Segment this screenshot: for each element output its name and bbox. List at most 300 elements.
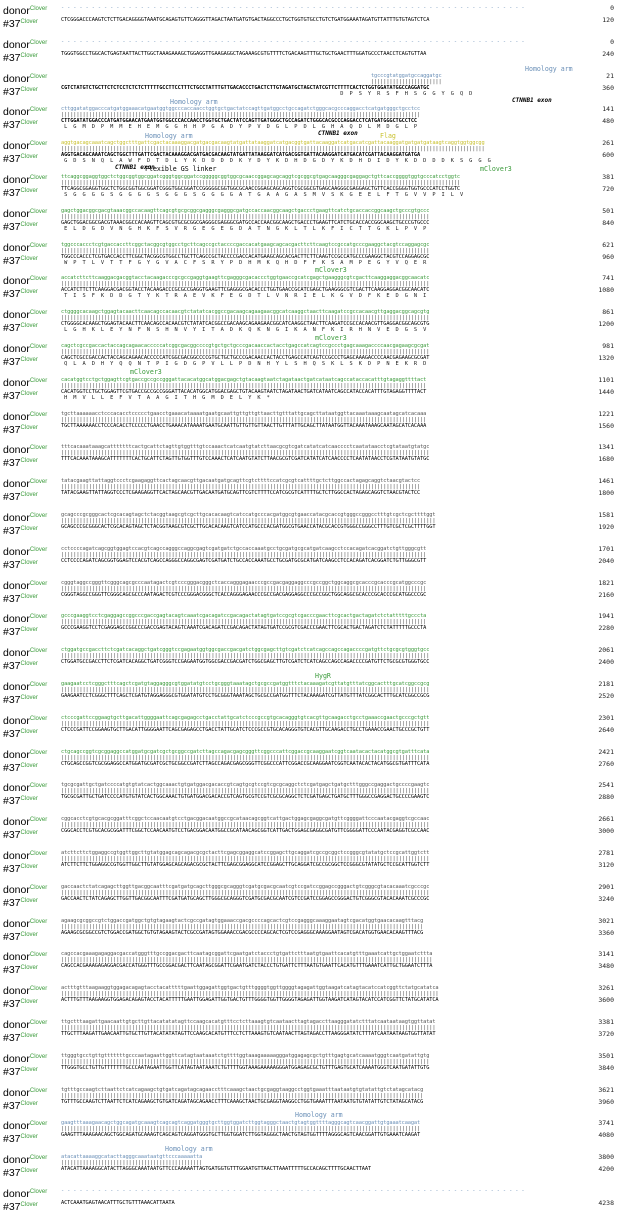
- clover-superscript: Clover: [20, 864, 38, 870]
- clone-position-number: 2160: [598, 590, 614, 599]
- row-label: [3, 625, 38, 638]
- donor-position-number: 2061: [598, 646, 614, 655]
- match-bars: |||||||||||||||||||||||||||||||||||||||||||||||||||||||||||||||||||||||||||||||||||||||||||||||||||||||||||||||||||||||: [61, 382, 427, 389]
- clover-superscript: Clover: [29, 479, 48, 486]
- clone-sequence: TGGCCCACCCTCGTGACCACCTTCGGCTACGGCGTGGCCTGCTTCAGCCGCTACCCCGACCACATGAAGCAGCACGACTTCTTCAAGTCCGCCATGCCCGAAGGCTACGTCCAGGAGCGC: [61, 253, 430, 260]
- clover-superscript: Clover: [29, 546, 48, 553]
- row-label: [3, 105, 47, 118]
- donor-position-number: 741: [602, 274, 614, 283]
- donor-position-number: 3741: [598, 1119, 614, 1128]
- row-label-text: donor: [3, 748, 30, 761]
- row-label-text: #37: [3, 558, 21, 571]
- row-label: [3, 477, 47, 490]
- alignment-block: [0, 1050, 617, 1084]
- match-bars: ||||||||||||||||||||||||||||||||||||||||||||||||||||||||||||||||||||||||||||||||||||||||||||||||||||||||||||||||||||||||: [61, 889, 430, 896]
- row-label: [3, 659, 38, 672]
- row-label-text: #37: [3, 1133, 21, 1146]
- clover-superscript: Clover: [29, 614, 48, 621]
- row-label-text: donor: [3, 140, 30, 153]
- match-bars: ||||||||||||||||||||||||||||||||||||||||||||||||||||||||||||||||||||||||||||||||||||||||||||||||||||||||||||||||||||||||||||||||||||||||||: [61, 146, 485, 153]
- alignment-block: [0, 644, 617, 678]
- alignment-block: [0, 543, 617, 577]
- alignment-block: [0, 272, 617, 306]
- row-label-text: donor: [3, 1086, 30, 1099]
- clover-superscript: Clover: [29, 208, 48, 215]
- row-label: [3, 997, 38, 1010]
- row-label: [3, 1018, 47, 1031]
- row-label-text: donor: [3, 951, 30, 964]
- alignment-block: [0, 678, 617, 712]
- clover-superscript: Clover: [29, 817, 48, 824]
- clover-superscript: Clover: [29, 39, 48, 46]
- clover-superscript: Clover: [20, 695, 38, 701]
- row-label-text: donor: [3, 681, 30, 693]
- row-label: [3, 748, 47, 761]
- clone-position-number: 1080: [598, 286, 614, 295]
- row-label: [3, 646, 47, 659]
- row-label-text: donor: [3, 1120, 30, 1133]
- row-label: [3, 849, 47, 862]
- row-label-text: #37: [3, 930, 21, 943]
- match-bars: |||||||||||||||||||||||||||||||||||||||||||||||||||||||||||||||||||||||||||||||||||||||||||||||||||||||||||||||||||||: [61, 1126, 421, 1133]
- clover-superscript: Clover: [29, 1121, 48, 1128]
- row-label-text: donor: [3, 1052, 30, 1065]
- alignment-block: [0, 509, 617, 543]
- donor-sequence: cacatggtcctgctggagttcgtgaccgccgccgggattacacatggcatggacgagctgtacaagtaatctagataactgatcataatcagccataccacatttgtagaggttttact: [61, 376, 427, 383]
- clover-superscript: Clover: [20, 188, 38, 194]
- clover-superscript: Clover: [20, 627, 38, 634]
- clover-superscript: Clover: [29, 918, 48, 925]
- match-bars: ||||||||||||||||||||||||||||||||||||||||||||||||||||||||||||||||||||||||||||||||||||||||||||||||||||||||||||||||||||||||: [61, 247, 430, 254]
- row-label-text: donor: [3, 5, 30, 17]
- donor-sequence: atacattaaaaggcatacttagggcaaataatgttcccaaaaatta: [61, 1154, 203, 1161]
- clover-superscript: Clover: [29, 73, 48, 80]
- donor-sequence: - - - - - - - - - - - - - - - - - - - - - - - - - - - - - - - - - - - - - - - - - - - - - - - - - - - - - - - - - - - - - - - - - - - - - - - - - - - -: [61, 5, 525, 11]
- row-label-text: #37: [3, 660, 21, 673]
- clover-superscript: Clover: [29, 107, 48, 114]
- clover-superscript: Clover: [20, 728, 38, 735]
- clone-position-number: 3120: [598, 861, 614, 869]
- clover-superscript: Clover: [29, 648, 48, 655]
- clone-sequence: TGGGTGGCCTGGCACTGAGTAATTACTTGGCTAAAGAAAGCTGGAGGTTGAAGAGGCTAGAAAGCGTGTTTTCTGACAAGTTTGCTGCTGAACTTTGGATGCCCTAACCTCAGTGTTAA: [61, 50, 427, 57]
- clover-superscript: Clover: [29, 749, 48, 756]
- clone-sequence: TTTCACAAATAAAGCATTTTTTTCACTGCATTCTAGTTGTGGTTTGTCCAAACTCATCAATGTATCTTAACGCGTCGATCATATCATCAACCCCTCAATATAACCTCGTATAATGTATGC: [61, 456, 430, 463]
- row-label: [3, 355, 38, 368]
- donor-position-number: 3021: [598, 916, 614, 925]
- clone-position-number: 3960: [598, 1097, 614, 1106]
- amino-acid-translation: E L D G D V N G H K F S V R G E G E G D A T N G K L T L K F I C T T G K L P V P: [61, 225, 427, 232]
- clover-superscript: Clover: [20, 492, 38, 499]
- row-label-text: #37: [3, 457, 21, 470]
- row-label: [3, 173, 47, 186]
- donor-position-number: 861: [602, 308, 614, 317]
- row-label: [3, 321, 38, 334]
- clone-position-number: 840: [602, 218, 614, 227]
- match-bars: ||||||||||||||||||||||||||||||||||||||||||||||||||||||||||||||||||||||||||||||||||||||||||||||||||||||||||||||||||||||||||: [61, 518, 436, 524]
- row-label: [3, 1099, 38, 1112]
- alignment-block: [0, 982, 617, 1016]
- clover-superscript: Clover: [20, 1100, 38, 1107]
- clone-position-number: 3000: [598, 827, 614, 836]
- clone-sequence: TGCTTAAAAAACCTCCCACACCTCCCCCTGAACCTGAAACATAAAATGAATGCAATTGTTGTTGTTAACTTGTTTATTGCAGCTTATAATGGTTACAAATAAAGCAATAGCATCACAAA: [61, 422, 427, 429]
- row-label-text: donor: [3, 613, 30, 626]
- row-label-text: donor: [3, 309, 30, 322]
- donor-sequence: cgggtaggccgggttcgggcagcgcccaatagactcgtcccgggacgggctcaccagggagaacccgccgacgaggaggcccgccggctggcaggcgcacccgcacccgcatggcccgc: [61, 579, 427, 586]
- donor-position-number: 2661: [598, 815, 614, 824]
- row-label: [3, 963, 38, 976]
- alignment-block: [0, 205, 617, 239]
- clover-superscript: Clover: [29, 513, 48, 519]
- donor-sequence: ctggggcacaagctggagtacaacttcaacagccacaacgtctatatcacggccgacaagcagaagaacggcatcaaggctaacttcaagatccgccacaacgttgaggacggcagcgtg: [61, 309, 430, 316]
- row-label-text: #37: [3, 1099, 21, 1112]
- match-bars: ||||||||||||||||||||||||||||||||||||||||||||||||||||||||||||||||||||||||||||||||||||||||||||||||||||||||||||||||||||||||: [61, 754, 430, 761]
- clone-sequence: TTGGGTGCCTGTTGTTTTTTTGCCCAATAGAATTGGTTCATAGTAATAAATCTGTTTTGGTAAAGAAAAAGGGATGGAGAGCGCTGTTTGAGTGCATCAAAATGGGTCAATGATATTGTG: [61, 1064, 430, 1071]
- clone-sequence: GACCAACTCTATCAGAGCTTGGTTGACGGCAATTTCGATGATGCAGCTTGGGCGCAGGGTCGATGCGACGCAATCGTCCGATCCGGAGCCGGGACTGTCGGGCGTACACAAATCGCCCGC: [61, 895, 430, 902]
- match-bars: ||||||||||||||||||||||||||||||||||||||||||||||||||||||||||||||||||||||||||||||||||||||||||||||||||||||||||||||||||||||||: [61, 213, 430, 220]
- row-label: [3, 693, 38, 706]
- flag-label: Flag: [380, 132, 396, 141]
- row-label-text: #37: [3, 1032, 21, 1044]
- row-label-text: #37: [3, 1065, 21, 1078]
- row-label: [3, 1200, 38, 1213]
- alignment-block: [0, 103, 617, 137]
- row-label-text: #37: [3, 1201, 21, 1213]
- match-bars: |||||||||||||||||||||||||||||||||||||||||||||||||||||||||||||||||||||||||||||||||||||||||||||||||||||||||||||||||||||: [61, 112, 421, 119]
- clover-superscript: Clover: [20, 897, 38, 904]
- donor-sequence: ttgggtgcctgttgtttttttgcccaatagaattggttcatagtaataaatctgttttggtaaagaaaaagggatggagagcgctgtttgagtgcatcaaaatgggtcaatgatattgtg: [61, 1052, 430, 1059]
- donor-position-number: 261: [602, 139, 614, 148]
- row-label: [3, 896, 38, 909]
- ctnnb1-exon-label: CTNNB1 exon: [318, 130, 358, 138]
- clone-position-number: 3240: [598, 894, 614, 903]
- row-label-text: donor: [3, 1188, 30, 1200]
- row-label-text: donor: [3, 376, 30, 389]
- donor-position-number: 2901: [598, 882, 614, 891]
- row-label: [3, 376, 47, 389]
- clone-sequence: CTGGGGCACAAGCTGGAGTACAACTTCAACAGCCACAACGTCTATATCACGGCCGACAAGCAGAAGAACGGCATCAAGGCTAACTTCAAGATCCGCCACAACGTTGAGGACGGCAGCGTG: [61, 321, 430, 328]
- row-label: [3, 883, 47, 896]
- donor-sequence: tggcccaccctcgtgaccaccttcggctacggcgtggcctgcttcagccgctaccccgaccacatgaagcagcacgacttcttcaagtccgccatgcccgaaggctacgtccaggagcgc: [61, 241, 430, 248]
- row-label-text: #37: [3, 153, 21, 166]
- clone-sequence: CACATGGTCCTGCTGGAGTTCGTGACCGCCGCCGGGATTACACATGGCATGGACGAGCTGTACAAGTAATCTAGATAACTGATCATAATCAGCCATACCACATTTGTAGAGGTTTTACT: [61, 388, 427, 395]
- clone-sequence: TGTTTGCCAAGTCTTAATTCTCATCAGAAGCTGTGATCAGATAGCAGAACCTTTCAAAGCTAACTGCGAGGTAAGGCCTGGTGAAATTTAATAATGTGTATATTGTCTATAGCATACG: [61, 1098, 424, 1105]
- clone-position-number: 3600: [598, 996, 614, 1005]
- donor-sequence: gaagaatcctcgggctttcagctcgatgtaggagggcgtggatatgtcctgcgggtaaatagctgcgccgatggtttctacaaagatcgttatgtttatcggcactttgcatcggccgcg: [61, 681, 430, 687]
- row-label-text: #37: [3, 863, 21, 875]
- row-label: [3, 389, 38, 402]
- clover-superscript: Clover: [20, 52, 38, 59]
- alignment-block: [0, 374, 617, 408]
- amino-acid-translation: L G H K L E Y N F N S H N V Y I T A D K Q K N G I K A N F K I R H N V E D G S V: [61, 327, 427, 334]
- clone-sequence: CAGCTCGCCGACCACTACCAGCAGAACACCCCCATCGGCGACGGCCCCGTGCTGCTGCCCGACAACCACTACCTGAGCCATCAGTCCGCCCTGAGCAAAGACCCCAACGAGAAGCGCGAT: [61, 355, 430, 361]
- clone-sequence: ATCTTCTTCTGGAGGCCGTGGTTGGCTTGTATGGAGCAGCAGACGCGCTACTTCGAGCGGAGGCATCCGGAGCTTGCAGGATCGCCGCGGCTCCGGGCGTATATGCTCCGCATTGGTCTT: [61, 862, 430, 868]
- clone-position-number: 2760: [598, 759, 614, 768]
- clone-position-number: 1200: [598, 320, 614, 329]
- clone-position-number: 3360: [598, 928, 614, 937]
- match-bars: ||||||||||||||||||||||||||||||||||||||||||||||||||||||||||||||||||||||||||||||||||||||||||||||||||||||||||||||||||||||: [61, 923, 424, 930]
- row-label-text: #37: [3, 423, 21, 436]
- homology-arm-label: Homology arm: [165, 1145, 213, 1154]
- clone-sequence: TATACGAAGTTATTAGGTCCCTCGAAGAGGTTCACTAGCAACGTTGACAATGATGCAGTTCGTCTTTTCCATCGCGTCATTTTGCTCTTGGCCACTAGAGCAGGTCTAACGTACTCC: [61, 490, 421, 497]
- row-label: [3, 4, 47, 17]
- mclover3-label: mClover3: [130, 367, 162, 376]
- alignment-block: [0, 712, 617, 746]
- row-label-text: #37: [3, 626, 21, 639]
- alignment-block: [0, 610, 617, 644]
- match-bars: ||||||||||||||||||||||||||||||||||||||||||||||||||||||||||||||||||||||||||||||||||||||||||||||||||||||||||||||||||||||||: [61, 822, 430, 829]
- donor-sequence: gaagtttaaagaacagctggcagatgcaaagtcagcagtcaggatgggtgcttggtggatcttggtagggctaactgtagtggttttagggcagtcaacggattgtgaaatcaagat: [61, 1120, 421, 1127]
- donor-position-number: 3381: [598, 1018, 614, 1026]
- row-label-text: donor: [3, 72, 30, 85]
- row-label: [3, 917, 47, 930]
- alignment-block: [0, 779, 617, 813]
- clover-superscript: Clover: [20, 559, 38, 566]
- donor-position-number: 3621: [598, 1085, 614, 1094]
- donor-sequence: cagctcgccgaccactaccagcagaacacccccatcggcgacggccccgtgctgctgcccgacaaccactacctgagccatcagtccgccctgagcaaagaccccaacgagaagcgcgat: [61, 343, 430, 349]
- donor-position-number: 381: [602, 173, 614, 181]
- donor-position-number: 3141: [598, 950, 614, 959]
- clone-position-number: 1800: [598, 489, 614, 498]
- clover-superscript: Clover: [29, 783, 48, 790]
- row-label: [3, 342, 47, 355]
- clover-superscript: Clover: [29, 715, 48, 722]
- clone-sequence: GCAGCCCGCGGGCACTCGCACAGTAGCTCTACGGTAAGCGTCGCTTGCACACAAGTCATCCATGCCCACGATGGCGTGAACCATACGCACCGTGGGCCGGGCCTTTGTCGCTCGCTTTTGGT: [61, 524, 436, 530]
- alignment-block: [0, 340, 617, 374]
- clover-superscript: Clover: [29, 682, 48, 688]
- match-bars: ||||||||||||||||||||||||||||||||||||||||||||||||||||||||||||||||||||||||||||||||||||||||||||||||||||||||||||||||||||||||: [61, 720, 430, 727]
- row-label-text: donor: [3, 579, 30, 592]
- row-label-text: donor: [3, 782, 30, 795]
- clover-superscript: Clover: [29, 851, 48, 857]
- donor-position-number: 981: [602, 342, 614, 350]
- mclover3-label: mClover3: [315, 266, 347, 275]
- clover-superscript: Clover: [29, 377, 48, 384]
- donor-position-number: 501: [602, 206, 614, 215]
- clone-sequence: CGGGTAGGCCGGGTTCGGGCAGCGCCCAATAGACTCGTCCCGGGACGGGCTCACCAGGGAGAACCCGCCGACGAGGAGGCCCGCCGGCTGGCAGGCGCACCCGCACCCGCATGGCCCGC: [61, 591, 427, 598]
- clover-superscript: Clover: [29, 445, 48, 452]
- donor-position-number: 2421: [598, 747, 614, 756]
- clone-position-number: 2640: [598, 725, 614, 734]
- match-bars: |||||||||||||||||||||||||||||||||||||||||||||||||||||||||||||||||||||||||||||||||||||||||||||||||||||||||||||||||||||: [61, 484, 421, 491]
- row-label-text: #37: [3, 288, 21, 301]
- clover-superscript: Clover: [20, 323, 38, 330]
- clone-sequence: CAGCCACGAAAGAGAGGACGACCATGGGTTTGCCGGACGACTTCAATAGCGGATTCGAATGATCTACCCTGTGATTCTTTAATGTGAATTCACATGTTTGAAATCATTGCTGGAATCTTTA: [61, 963, 433, 970]
- row-label-text: #37: [3, 694, 21, 706]
- clone-sequence: CTTGGATATGGACCCATGATGGAACATGAATGGTGGCCCACCAACCTGGTGCTGACTATCCAGTTGATGGGCTGCCAGATCTGGGCACGCCCAGGACCTCATGATGGGCTGCCTCC: [61, 118, 418, 125]
- donor-sequence: tatacgaagttattaggtccctcgaagaggttcactagcaacgttgacaatgatgcagttcgtcttttccatcgcgtcattttgctcttggccactagagcaggtctaacgtactcc: [61, 478, 421, 485]
- donor-sequence: tgcccgtatggatgccaggatgc: [61, 72, 442, 79]
- row-label-text: donor: [3, 38, 30, 51]
- row-label-text: donor: [3, 444, 30, 457]
- row-label: [3, 815, 47, 828]
- clover-superscript: Clover: [20, 424, 38, 431]
- row-label-text: #37: [3, 761, 21, 774]
- alignment-block: [0, 915, 617, 949]
- row-label-text: #37: [3, 727, 21, 740]
- donor-sequence: gagctggacggcgacgtaaacggccacaagttcagcgtgcgcggcgagggcgagggcgatgccaccaacggcaagctgaccctgaagttcatctgcaccaccggcaagctgcccgtgccc: [61, 207, 430, 214]
- clone-position-number: 360: [602, 83, 614, 92]
- donor-sequence: agaagcgcggccgtctggaccgatggctgtgtagaagtactcgccgatagtggaaaccgacgccccagcactcgtccgagggcaaaggaatagtcgacatggtgaacacaagtttacg: [61, 917, 424, 924]
- match-bars: ||||||||||||||||||||||||||||||||||||||||||||||||||||||||||||||||||||||||||||||||||||||||||||||||||||||||||||||||||||||||: [61, 788, 430, 795]
- alignment-block: [0, 881, 617, 915]
- row-label: [3, 524, 38, 537]
- row-label: [3, 308, 47, 321]
- row-label-text: #37: [3, 896, 21, 909]
- alignment-block: [0, 847, 617, 881]
- clone-sequence: ACTTTGTTTAAGAAGGTGGAGACAGAGTACCTACATTTTTGAATTGGAGATTGGTGACTGTTTGGGGTGGTTGGGGTAGAGATTGGTAAGATCATAGTACATCCATCGGTTCTATGCATATCA: [61, 997, 439, 1004]
- clone-position-number: 120: [602, 16, 614, 24]
- row-label: [3, 17, 38, 30]
- row-label-text: #37: [3, 795, 21, 808]
- donor-sequence: ctgcagccggtcgcggaggccatggatgcgatcgctgcggccgatcttagccagacgagcgggttcggcccattcggaccgcaaggaatcggtcaatacactacatggcgtgatttcata: [61, 748, 430, 755]
- clone-position-number: 1920: [598, 523, 614, 531]
- clone-position-number: 3840: [598, 1063, 614, 1072]
- row-label: [3, 714, 47, 727]
- row-label-text: donor: [3, 1154, 30, 1167]
- row-label-text: #37: [3, 51, 21, 64]
- linker-label: Flexible GS linker: [145, 165, 217, 173]
- clone-position-number: 3720: [598, 1030, 614, 1038]
- clover-superscript: Clover: [20, 830, 38, 837]
- row-label: [3, 139, 47, 152]
- clover-superscript: Clover: [20, 965, 38, 972]
- clone-sequence: GAAGTTTAAAGAACAGCTGGCAGATGCAAAGTCAGCAGTCAGGATGGGTGCTTGGTGGATCTTGGTAGGGCTAACTGTAGTGGTTTTAGGGCAGTCAACGGATTGTGAAATCAAGAT: [61, 1132, 421, 1139]
- clover-superscript: Clover: [20, 931, 38, 938]
- clone-sequence: CTGCAGCCGGTCGCGGAGGCCATGGATGCGATCGCTGCGGCCGATCTTAGCCAGACGAGCGGGTTCGGCCCATTCGGACCGCAAGGAATCGGTCAATACACTACATGGCGTGATTTCATA: [61, 760, 430, 767]
- row-label: [3, 930, 38, 943]
- clover-superscript: Clover: [20, 593, 38, 600]
- donor-sequence: - - - - - - - - - - - - - - - - - - - - - - - - - - - - - - - - - - - - - - - - - - - - - - - - - - - - - - - - - - - - - - - - - - - - - - - - - - - -: [61, 1188, 525, 1194]
- donor-position-number: 621: [602, 240, 614, 249]
- row-label: [3, 1065, 38, 1078]
- row-label: [3, 1031, 38, 1044]
- row-label: [3, 118, 38, 131]
- row-label-text: #37: [3, 187, 21, 199]
- alignment-block: [0, 137, 617, 171]
- row-label-text: #37: [3, 525, 21, 537]
- clover-superscript: Clover: [20, 120, 38, 127]
- row-label-text: donor: [3, 985, 30, 998]
- row-label: [3, 761, 38, 774]
- clone-position-number: 4200: [598, 1165, 614, 1174]
- donor-position-number: 3800: [598, 1153, 614, 1162]
- clover-superscript: Clover: [29, 884, 48, 891]
- row-label-text: #37: [3, 964, 21, 977]
- amino-acid-translation: S G G G G S G G G G S G G G S G G G G A T G A A G A S M V S K G E E L F T G V V P I L V: [61, 192, 464, 198]
- row-label: [3, 1132, 38, 1145]
- clover-superscript: Clover: [20, 1033, 38, 1039]
- match-bars: ||||||||||||||||||||||||||||||||||||||||||||||||||||||||||||||||||||||||||||||||||||||||||||||||||||||||||||||||||||||||: [61, 1058, 430, 1065]
- row-label: [3, 207, 47, 220]
- row-label: [3, 612, 47, 625]
- match-bars: ||||||||||||||||||||||||||||||||||||||||||||||||||||||||||||||||||||||||||||||||||||||||||||||||||||||||||||||||||||||||: [61, 349, 430, 355]
- row-label: [3, 1119, 47, 1132]
- row-label-text: donor: [3, 816, 30, 829]
- match-bars: ||||||||||||||||||||||||||||||||||||||||||||||||||||||||||||||||||||||||||||||||||||||||||||||||||||||||||||||||||||||: [61, 1092, 424, 1099]
- row-label-text: #37: [3, 1167, 21, 1180]
- clover-superscript: Clover: [20, 19, 38, 25]
- clone-sequence: CGTCTATGTCTGCTTCTCTCCTCTCTCTTTTTGCCTTCCTTTCTGCCTATTTGTTGACACCCTGACTCTTGTAGATGCTAGCTATCGTTCTTTTCACTCTGGTGGATATGGCCAGGATGC: [61, 84, 430, 91]
- clone-sequence: TGCGCGATTGCTGATCCCCATGTGTATCACTGGCAAACTGTGATGGACGACACCGTCAGTGCGTCCGTCGCGCAGGCTCTCGATGAGCTGATGCTTTGGGCCGAGGACTGCCCCGAAGTC: [61, 794, 430, 801]
- clone-sequence: CTCGGGACCCAAGTCTCTTGACAGGGGTAAATGCAGAGTGTTCAGGGTTAGACTAATGATGTGACTAGGCCCTGCTGGTGTGCCTGTCTGATGGAAATAGATGTTATTTGTGTAGTCTCA: [61, 17, 430, 23]
- row-label: [3, 72, 47, 85]
- clover-superscript: Clover: [20, 999, 38, 1006]
- clover-superscript: Clover: [20, 1202, 38, 1208]
- donor-position-number: 1101: [598, 375, 614, 384]
- clover-superscript: Clover: [20, 154, 38, 161]
- clover-superscript: Clover: [29, 175, 48, 181]
- clover-superscript: Clover: [29, 580, 48, 587]
- clover-superscript: Clover: [29, 411, 48, 418]
- match-bars: ||||||||||||||||||||||||||||||||||||||||||||||||||||||||||||||||||||||||||||||||||||||||||||||||||||||||||||||||||||||||: [61, 687, 430, 693]
- row-label-text: donor: [3, 1019, 30, 1031]
- homology-arm-label: Homology arm: [170, 98, 218, 107]
- clover-superscript: Clover: [29, 344, 48, 350]
- amino-acid-translation: G D S N Q L A W F D T D L Y K D D D D K Y D Y K D H D G D Y K D H D I D Y K D D D D K S G G G: [61, 158, 491, 165]
- donor-sequence: actttgtttaagaaggtggagacagagtacctacatttttgaattggagattggtgactgtttggggtggttggggtagagattggtaagatcatagtacatccatcggttctatgcatatca: [61, 985, 439, 992]
- clone-sequence: TTCAGGCGGAGGTGGCTCTGGCGGTGGCGGATCGGGTGGCGGATCCGGGGGCGGTGGCGCAACCGGAGCAGCAGGTCGCGGCGTGAGCAAGGGCGAGGAGCTGTTCACCGGGGTGGTGCCCATCCTGGTC: [61, 186, 460, 192]
- row-label-text: donor: [3, 275, 30, 288]
- match-bars: ||||||||||||||||||||||||||||||||||||||||||||||||||||||||||||||||||||||||||||||||||||||||||||||||||||||||||||||||||||||||: [61, 856, 430, 862]
- clone-position-number: 1680: [598, 455, 614, 464]
- row-label-text: #37: [3, 18, 21, 30]
- row-label-text: donor: [3, 343, 30, 355]
- row-label-text: donor: [3, 512, 30, 524]
- row-label: [3, 984, 47, 997]
- clover-superscript: Clover: [20, 390, 38, 397]
- donor-position-number: 21: [606, 71, 614, 80]
- donor-sequence: tttcacaaataaagcatttttttcactgcattctagttgtggtttgtccaaactcatcaatgtatcttaacgcgtcgatcatatcatcaacccctcaatataacctcgtataatgtatgc: [61, 444, 430, 451]
- row-label: [3, 85, 38, 98]
- clover-superscript: Clover: [29, 1155, 48, 1162]
- alignment-block: [0, 577, 617, 611]
- donor-position-number: 3501: [598, 1051, 614, 1060]
- donor-sequence: gaccaactctatcagagcttggttgacggcaatttcgatgatgcagcttgggcgcagggtcgatgcgacgcaatcgtccgatccggagccgggactgtcgggcgtacacaaatcgcccgc: [61, 883, 430, 890]
- row-label-text: #37: [3, 389, 21, 402]
- clone-sequence: GAAGAATCCTCGGGCTTTCAGCTCGATGTAGGAGGGCGTGGATATGTCCTGCGGGTAAATAGCTGCGCCGATGGTTTCTACAAAGATCGTTATGTTTATCGGCACTTTGCATCGGCCGCG: [61, 693, 430, 699]
- row-label-text: #37: [3, 998, 21, 1011]
- donor-position-number: 1941: [598, 612, 614, 621]
- donor-sequence: ctcccgattccggaagtgcttgacattggggaattcagcgagagcctgacctattgcatctcccgccgtgcacagggtgtcacgttgcaagacctgcctgaaaccgaactgcccgctgtt: [61, 714, 430, 721]
- donor-sequence: tgcgcgattgctgatccccatgtgtatcactggcaaactgtgatggacgacaccgtcagtgcgtccgtcgcgcaggctctcgatgagctgatgctttgggccgaggactgccccgaagtc: [61, 782, 430, 789]
- row-label-text: #37: [3, 322, 21, 335]
- row-label: [3, 511, 47, 524]
- row-label: [3, 680, 47, 693]
- clover-superscript: Clover: [29, 986, 48, 993]
- clone-position-number: 2520: [598, 692, 614, 700]
- donor-sequence: - - - - - - - - - - - - - - - - - - - - - - - - - - - - - - - - - - - - - - - - - - - - - - - - - - - - - - - - - - - - - - - - - - - - - - - - - - - -: [61, 38, 525, 45]
- row-label: [3, 579, 47, 592]
- clone-position-number: 960: [602, 252, 614, 261]
- row-label: [3, 456, 38, 469]
- row-label: [3, 274, 47, 287]
- row-label: [3, 152, 38, 165]
- row-label: [3, 1052, 47, 1065]
- row-label-text: donor: [3, 545, 30, 558]
- row-label: [3, 592, 38, 605]
- homology-arm-label: Homology arm: [295, 1111, 343, 1120]
- clone-sequence: TTGCTTTAAGATTGAACAATTGTGCTTGTTACATATATAGTTCCAAGCACATGTTTCCTCTTAAAGTGTCAATAACTTAGTAGACCTTAAGGGATATCTTTATCAATAATAAGTGGTTATAT: [61, 1031, 436, 1037]
- clone-sequence: ACTCAAATGAGTAACATTTGCTGTTTAAACATTAATA: [61, 1200, 175, 1206]
- clover-superscript: Clover: [29, 6, 48, 12]
- clone-position-number: 720: [602, 185, 614, 193]
- match-bars: |||||||||||||||||||||||||||||||||||||||||||||||||||||||||||||||||||||||||||||||||||||||||||||||||||||||||||||||||||||||: [61, 585, 427, 592]
- alignment-block: [0, 239, 617, 273]
- mclover3-label: mClover3: [480, 165, 512, 173]
- match-bars: ||||||||||||||||||||||||||||||||||||||||||||||||||||||||||||||||||||||||||||||||||||||||||||||||||||||||||||||||||||||||: [61, 653, 430, 660]
- clone-position-number: 2040: [598, 556, 614, 565]
- mclover3-label: mClover3: [315, 334, 347, 342]
